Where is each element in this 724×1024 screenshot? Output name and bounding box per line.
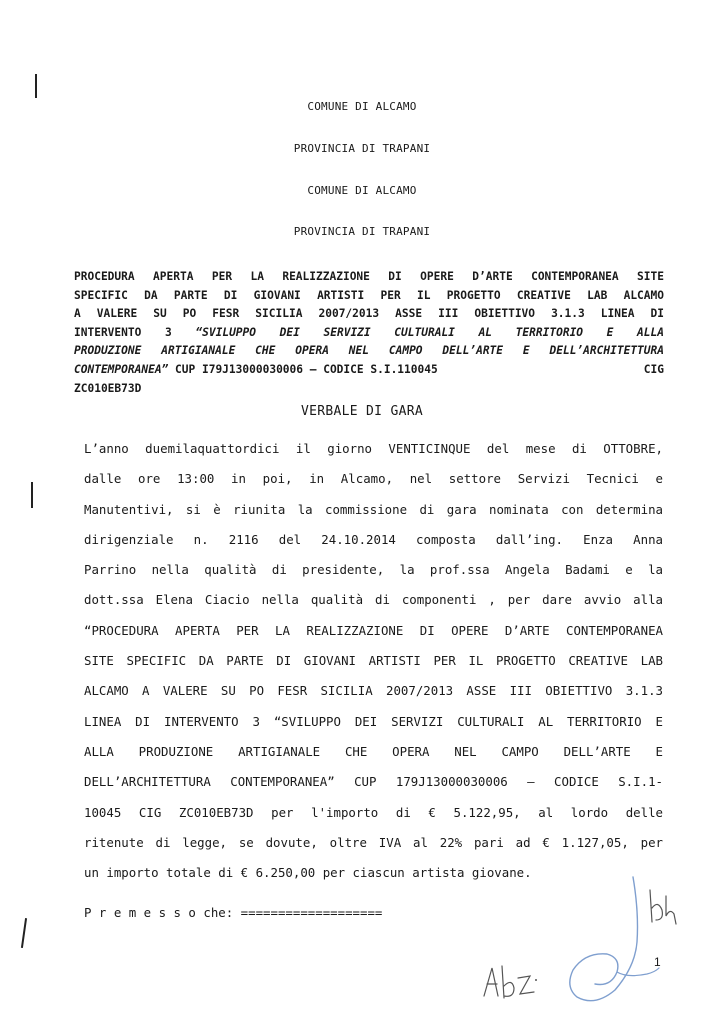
signature-initials-left bbox=[478, 956, 548, 1006]
body-line: dirigenziale n. 2116 del 24.10.2014 composta dall’ing. Enza Anna bbox=[84, 531, 663, 547]
body-line: “PROCEDURA APERTA PER LA REALIZZAZIONE DI OPERE D’ARTE CONTEMPORANEA bbox=[84, 622, 663, 638]
title-line-cig: CIG bbox=[643, 362, 664, 376]
verbale-title: VERBALE DI GARA bbox=[301, 404, 423, 419]
body-line: ALLA PRODUZIONE ARTIGIANALE CHE OPERA NEL CAMPO DELL’ARTE E bbox=[84, 743, 663, 759]
title-line: A VALERE SU PO FESR SICILIA 2007/2013 ASSE III OBIETTIVO 3.1.3 LINEA DI bbox=[74, 307, 664, 321]
margin-mark-middle bbox=[31, 482, 33, 508]
procedure-title bbox=[74, 268, 664, 398]
body-line: ritenute di legge, se dovute, oltre IVA al 22% pari ad € 1.127,05, per bbox=[84, 834, 663, 850]
title-line bbox=[74, 324, 664, 343]
header-comune-repeat: COMUNE DI ALCAMO bbox=[307, 184, 417, 197]
title-line: ZC010EB73D bbox=[74, 381, 142, 395]
title-line-italic: CONTEMPORANEA” bbox=[74, 362, 169, 376]
title-line: PROCEDURA APERTA PER LA REALIZZAZIONE DI OPERE D’ARTE CONTEMPORANEA SITE bbox=[74, 270, 664, 283]
premesso-line: P r e m e s s o che: =================== bbox=[84, 905, 383, 920]
title-line bbox=[74, 361, 664, 380]
title-line-normal: CUP I79J13000030006 – CODICE S.I.110045 bbox=[168, 362, 438, 376]
signature-initials-right bbox=[644, 886, 684, 930]
body-paragraph bbox=[84, 434, 663, 888]
body-line: dalle ore 13:00 in poi, in Alcamo, nel settore Servizi Tecnici e bbox=[84, 471, 663, 487]
margin-mark-bottom bbox=[21, 918, 27, 948]
body-line: Parrino nella qualità di presidente, la prof.ssa Angela Badami e la bbox=[84, 562, 663, 578]
title-line-normal: INTERVENTO 3 bbox=[74, 325, 196, 339]
body-line: Manutentivi, si è riunita la commissione di gara nominata con determina bbox=[84, 501, 663, 517]
page-number: 1 bbox=[654, 955, 661, 969]
body-line: 10045 CIG ZC010EB73D per l'importo di € 5.122,95, al lordo delle bbox=[84, 804, 663, 820]
header-provincia-repeat: PROVINCIA DI TRAPANI bbox=[293, 225, 431, 238]
body-line: LINEA DI INTERVENTO 3 “SVILUPPO DEI SERVIZI CULTURALI AL TERRITORIO E bbox=[84, 713, 663, 729]
body-line: DELL’ARCHITETTURA CONTEMPORANEA” CUP 179J13000030006 – CODICE S.I.1- bbox=[84, 774, 663, 790]
title-line-cup bbox=[74, 361, 438, 380]
title-line: SPECIFIC DA PARTE DI GIOVANI ARTISTI PER IL PROGETTO CREATIVE LAB ALCAMO bbox=[74, 288, 664, 302]
header-comune: COMUNE DI ALCAMO bbox=[307, 100, 417, 113]
body-line: un importo totale di € 6.250,00 per ciascun artista giovane. bbox=[84, 865, 532, 881]
body-line: dott.ssa Elena Ciacio nella qualità di componenti , per dare avvio alla bbox=[84, 592, 663, 608]
body-line: ALCAMO A VALERE SU PO FESR SICILIA 2007/2013 ASSE III OBIETTIVO 3.1.3 bbox=[84, 683, 663, 699]
margin-mark-top bbox=[35, 74, 37, 98]
title-line-italic: PRODUZIONE ARTIGIANALE CHE OPERA NEL CAMPO DELL’ARTE E DELL’ARCHITETTURA bbox=[74, 344, 664, 358]
title-line-italic: “SVILUPPO DEI SERVIZI CULTURALI AL TERRITORIO E ALLA bbox=[195, 325, 665, 339]
body-line: SITE SPECIFIC DA PARTE DI GIOVANI ARTISTI PER IL PROGETTO CREATIVE LAB bbox=[84, 653, 663, 669]
body-line: L’anno duemilaquattordici il giorno VENTICINQUE del mese di OTTOBRE, bbox=[84, 441, 663, 456]
header-provincia: PROVINCIA DI TRAPANI bbox=[293, 142, 431, 155]
